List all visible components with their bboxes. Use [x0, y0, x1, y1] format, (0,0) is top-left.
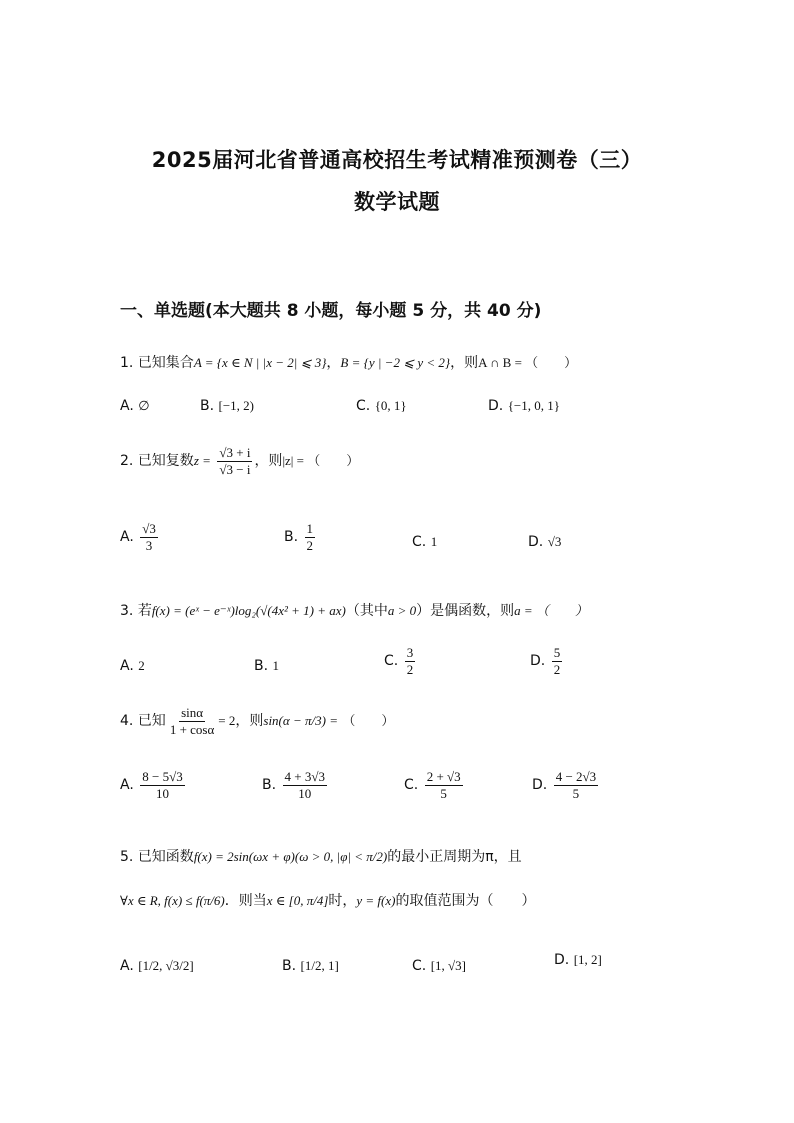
- question-text: ，则: [254, 453, 283, 470]
- option-d: D. [1, 2]: [554, 952, 602, 968]
- question-text: 的最小正周期为π，且: [387, 849, 522, 865]
- question-text: 时，: [328, 893, 357, 909]
- question-text: 若: [137, 603, 152, 619]
- given-fraction: $\frac{\sin\alpha}{1 + \cos\alpha}$: [169, 705, 215, 737]
- option-c: C. {0, 1}: [356, 398, 407, 414]
- question-text: ，则: [450, 355, 479, 371]
- option-a: A. [1/2, √3/2]: [120, 958, 194, 974]
- question-5-line-2: [120, 890, 535, 910]
- page-title: 2025届河北省普通高校招生考试精准预测卷（三）: [151, 148, 643, 172]
- page-subtitle: 数学试题: [354, 190, 440, 214]
- option-a: A. 2: [120, 658, 145, 674]
- question-number: 3.: [120, 603, 134, 619]
- set-a-expr: A = {x ∈ N | |x − 2| ⩽ 3}: [193, 355, 327, 370]
- question-ask: A ∩ B = （ ）: [478, 355, 578, 370]
- option-b: B. 1: [254, 658, 280, 674]
- question-1: [120, 352, 577, 372]
- question-ask: （ ）: [342, 713, 395, 729]
- question-text: 的取值范围为（ ）: [395, 893, 536, 909]
- question-text: ）是偶函数，则: [416, 603, 515, 619]
- section-heading: 一、单选题(本大题共 8 小题，每小题 5 分，共 40 分): [120, 301, 542, 321]
- ask-expr: sin(α − π/3) =: [263, 713, 338, 729]
- question-2: [120, 446, 359, 476]
- question-text: ．则当: [224, 893, 267, 909]
- option-c: C. 1: [412, 534, 438, 550]
- question-number: 2.: [120, 453, 134, 470]
- option-b: B. [1/2, 1]: [282, 958, 339, 974]
- question-text: 已知: [137, 713, 166, 730]
- condition-expr: a > 0: [387, 603, 417, 618]
- question-3: [120, 600, 588, 620]
- set-b-expr: B = {y | −2 ⩽ y < 2}: [340, 355, 451, 370]
- option-a: A. $\frac{8 - 5√3}{10}$: [120, 769, 183, 801]
- question-number: 5.: [120, 849, 134, 865]
- question-text: ，: [326, 355, 341, 371]
- question-5: [120, 846, 522, 866]
- y-expr: y = f(x): [356, 893, 396, 908]
- option-c: C. [1, √3]: [412, 958, 466, 974]
- question-ask: |z| = （ ）: [282, 453, 360, 469]
- option-b: B. $\frac{4 + 3√3}{10}$: [262, 769, 325, 801]
- option-d: D. $\frac{4 - 2√3}{5}$: [532, 769, 597, 801]
- z-fraction: $\frac{√3 + i}{√3 - i}$: [219, 445, 251, 477]
- option-a: A. $\frac{√3}{3}$: [120, 521, 156, 553]
- option-b: B. $\frac{1}{2}$: [284, 521, 314, 553]
- function-expr: f(x) = (eˣ − e⁻ˣ)log₂(√(4x² + 1) + ax): [151, 603, 346, 618]
- domain-expr: x ∈ [0, π/4]: [266, 893, 329, 908]
- question-text: 已知集合: [137, 355, 194, 371]
- option-d: D. $\frac{5}{2}$: [530, 645, 561, 677]
- option-d: D. √3: [528, 534, 562, 550]
- condition-expr: ∀x ∈ R, f(x) ≤ f(π/6): [120, 893, 225, 908]
- question-text: 已知函数: [137, 849, 194, 865]
- function-expr: f(x) = 2sin(ωx + φ)(ω > 0, |φ| < π/2): [193, 849, 388, 864]
- z-label: z =: [193, 453, 211, 469]
- option-d: D. {−1, 0, 1}: [488, 398, 560, 414]
- question-text: （其中: [345, 603, 388, 619]
- option-b: B. [−1, 2): [200, 398, 255, 414]
- question-4: 4. 已知 $\frac{\sin\alpha}{1 + \cos\alpha}$ = 2，则sin(α − π/3) = （ ）: [120, 705, 395, 737]
- option-c: C. $\frac{2 + √3}{5}$: [404, 769, 461, 801]
- question-ask: a = （ ）: [514, 603, 588, 618]
- option-c: C. $\frac{3}{2}$: [384, 645, 414, 677]
- question-number: 1.: [120, 355, 134, 371]
- question-text: ，则: [235, 713, 264, 730]
- question-text: 已知复数: [137, 453, 194, 470]
- question-number: 4.: [120, 713, 134, 730]
- option-a: A. ∅: [120, 398, 150, 414]
